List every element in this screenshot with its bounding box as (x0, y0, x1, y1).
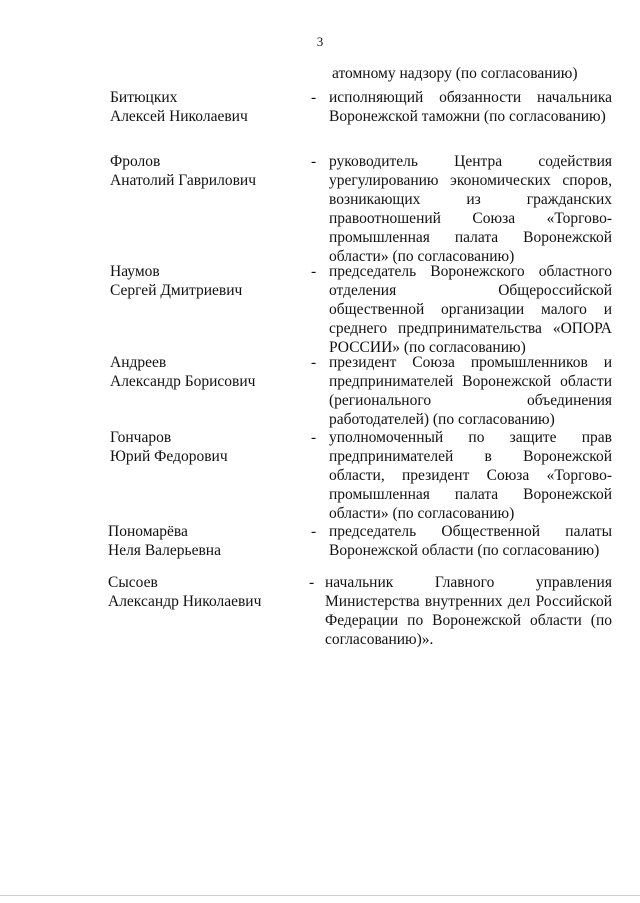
member-surname: Гончаров (110, 429, 172, 446)
entry-dash: - (309, 574, 315, 591)
member-name (110, 88, 248, 126)
member-name (110, 152, 256, 190)
member-surname: Сысоев (108, 574, 158, 591)
member-given-names: Сергей Дмитриевич (110, 282, 243, 299)
member-surname: Битюцких (110, 89, 178, 106)
entry-dash: - (311, 429, 317, 446)
member-surname: Фролов (110, 153, 161, 170)
member-role: президент Союза промышленников и предпринимателей Воронежской области (регионального объединения работодателей) (по согласованию) (329, 354, 612, 428)
scan-edge-line (0, 895, 640, 896)
entry-dash: - (311, 354, 317, 371)
member-role: начальник Главного управления Министерства внутренних дел Российской Федерации по Воронежской области (по согласованию)». (325, 574, 612, 648)
member-role: председатель Общественной палаты Воронежской области (по согласованию) (329, 523, 612, 559)
entry-dash: - (311, 263, 317, 280)
member-surname: Пономарёва (108, 523, 188, 540)
member-given-names: Александр Борисович (110, 373, 256, 390)
member-surname: Андреев (110, 354, 167, 371)
entry-dash: - (311, 89, 317, 106)
member-name (108, 573, 261, 611)
member-given-names: Неля Валерьевна (108, 542, 221, 559)
member-surname: Наумов (110, 263, 160, 280)
member-name (110, 353, 255, 391)
member-name (108, 522, 221, 560)
member-role: руководитель Центра содействия урегулированию экономических споров, возникающих из гражданских правоотношений Союза «Торгово-промышленная палата Воронежской области» (по согласованию) (329, 153, 612, 265)
member-role: уполномоченный по защите прав предпринимателей в Воронежской области, президент Союза «Торгово-промышленная палата Воронежской области» (по согласованию) (329, 429, 612, 522)
continued-role-text: атомному надзору (по согласованию) (332, 65, 578, 82)
member-given-names: Алексей Николаевич (110, 108, 248, 125)
page-number: 3 (316, 34, 324, 49)
member-given-names: Александр Николаевич (108, 593, 262, 610)
member-name (110, 428, 228, 466)
member-name (110, 262, 242, 300)
entry-dash: - (311, 523, 317, 540)
member-role: исполняющий обязанности начальника Воронежской таможни (по согласованию) (329, 89, 612, 125)
member-role: председатель Воронежского областного отделения Общероссийской общественной организации малого и среднего предпринимательства «ОПОРА РОССИИ» (по согласованию) (329, 263, 612, 356)
member-given-names: Юрий Федорович (110, 448, 228, 465)
member-given-names: Анатолий Гаврилович (110, 172, 256, 189)
entry-dash: - (311, 153, 317, 170)
